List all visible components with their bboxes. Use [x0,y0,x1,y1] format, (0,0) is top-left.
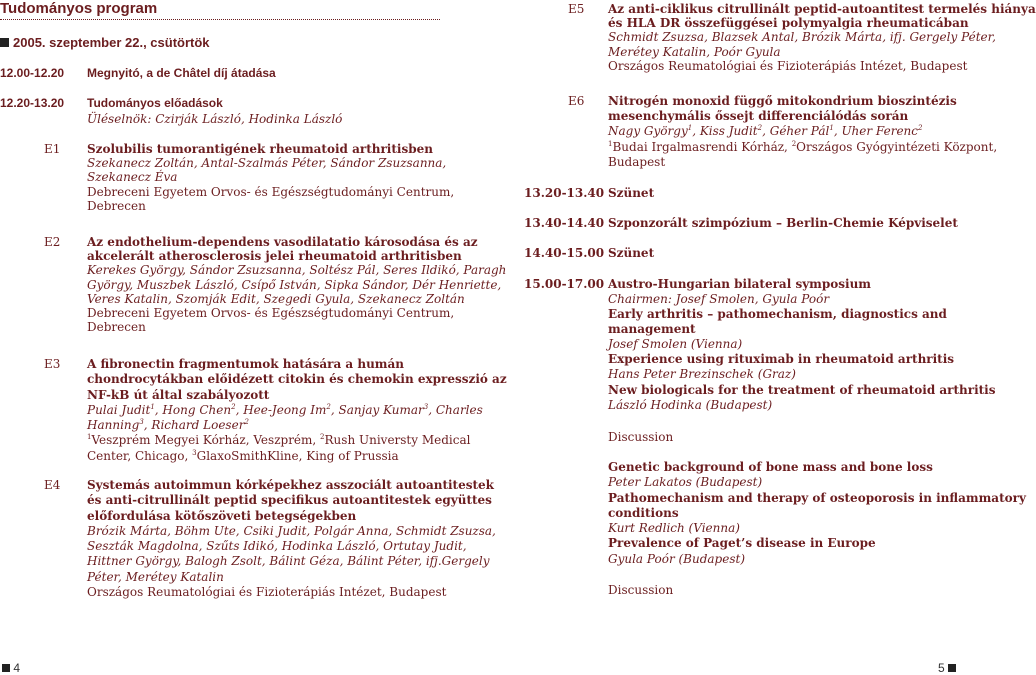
symposium-title-line: Prevalence of Paget’s disease in Europe [608,536,876,551]
talk-title-line: NF-kB út által szabályozott [87,387,270,402]
talk-title-line: Az endothelium-dependens vasodilatatio károsodása és az [87,235,478,249]
talk-authors-line: Péter, Merétey Katalin [87,569,224,584]
talk-authors-line: Pulai Judit$^1$, Hong Chen$^2$, Hee-Jeong Im$^2$, Sanjay Kumar$^3$, Charles [87,402,483,417]
talk-authors-line: Szekanecz Éva [87,170,178,185]
talk-code: E6 [568,94,585,108]
page-number-left: 4 [2,661,20,675]
symposium-chairmen: Chairmen: Josef Smolen, Gyula Poór [608,292,830,306]
talk-authors-line: Seszták Magdolna, Szűts Idikó, Hodinka László, Ortutay Judit, [87,539,467,554]
talk-code: E2 [44,235,61,249]
symposium-speaker: Peter Lakatos (Budapest) [608,475,763,490]
talk-affiliation-line: Országos Reumatológiai és Fizioterápiás Intézet, Budapest [608,58,968,73]
symposium-title-line: Early arthritis – pathomechanism, diagnostics and [608,307,947,322]
symposium-speaker: Hans Peter Brezinschek (Graz) [608,367,796,382]
talk-e2 [87,235,506,334]
talk-authors-line: Szekanecz Zoltán, Antal-Szalmás Péter, Sándor Zsuzsanna, [87,156,447,171]
symposium-speaker: László Hodinka (Budapest) [608,397,773,412]
talk-e4 [87,478,496,600]
talk-title-line: mesenchymális őssejt differenciálódás során [608,109,909,124]
talk-authors-line: Schmidt Zsuzsa, Blazsek Antal, Brózik Márta, ifj. Gergely Péter, [608,30,996,45]
program-date: 2005. szeptember 22., csütörtök [0,35,210,50]
talk-authors-line: Kerekes György, Sándor Zsuzsanna, Soltész Pál, Seres Ildikó, Paragh [87,263,507,278]
discussion-label: Discussion [608,430,674,444]
talk-affiliation-line: Debrecen [87,320,146,335]
page-number-right: 5 [938,661,956,675]
talk-title-line: és HLA DR összefüggései polymyalgia rheumaticában [608,16,969,31]
talk-affiliation-line: $^1$Budai Irgalmasrendi Kórház, $^2$Országos Gyógyintézeti Központ, [608,139,998,154]
talk-authors-line: Hanning$^3$, Richard Loeser$^2$ [87,418,249,433]
program-title: Tudományos program [0,0,158,17]
square-bullet-icon [948,664,956,672]
talk-e3 [87,357,507,464]
symposium-title-line: Experience using rituximab in rheumatoid arthritis [608,352,955,367]
symposium-title-line: Genetic background of bone mass and bone loss [608,460,933,474]
schedule-time: 15.00-17.00 [524,277,605,291]
lectures-label: Tudományos előadások [87,96,223,110]
schedule-time: 13.20-13.40 [524,186,605,200]
talk-affiliation-line: $^1$Veszprém Megyei Kórház, Veszprém, $^2$Rush Universty Medical [87,433,471,448]
opening-time: 12.00-12.20 [0,66,65,80]
talk-affiliation-line: Budapest [608,154,666,169]
symposium-block-2 [608,460,1026,567]
symposium-speaker: Josef Smolen (Vienna) [608,337,743,352]
schedule-label: Szünet [608,246,655,260]
talk-authors-line: Hittner György, Balogh Zsolt, Bálint Géza, Bálint Péter, ifj.Gergely [87,554,490,569]
talk-code: E5 [568,2,585,16]
talk-authors-line: Nagy György$^1$, Kiss Judit$^2$, Géher Pál$^1$, Uher Ferenc$^2$ [608,124,923,139]
schedule-label: Szünet [608,186,655,200]
talk-affiliation-line: Országos Reumatológiai és Fizioterápiás Intézet, Budapest [87,585,447,600]
symposium-speaker: Gyula Poór (Budapest) [608,551,745,566]
title-rule [0,19,440,20]
talk-code: E4 [44,478,61,492]
symposium-speaker: Kurt Redlich (Vienna) [608,521,740,536]
talk-code: E1 [44,142,61,156]
talk-title-line: akcelerált atherosclerosis jelei rheumatoid arthritisben [87,249,462,264]
lectures-chairs: Üléselnök: Czirják László, Hodinka László [87,112,343,126]
talk-affiliation-line: Debreceni Egyetem Orvos- és Egészségtudományi Centrum, [87,184,455,199]
talk-title-line: előfordulása kötőszöveti betegségekben [87,508,357,523]
symposium-title-line: New biologicals for the treatment of rheumatoid arthritis [608,382,996,397]
talk-code: E3 [44,357,61,371]
talk-title-line: Nitrogén monoxid függő mitokondrium bioszintézis [608,94,957,108]
lectures-time: 12.20-13.20 [0,96,65,110]
talk-authors-line: Merétey Katalin, Poór Gyula [608,44,781,59]
talk-title-line: Szolubilis tumorantigének rheumatoid arthritisben [87,142,433,156]
talk-authors-line: György, Muszbek László, Csípő István, Sipka Sándor, Dér Henriette, [87,277,502,292]
talk-title-line: Systemás autoimmun kórképekhez asszociált autoantitestek [87,478,494,492]
talk-authors-line: Brózik Márta, Böhm Ute, Csiki Judit, Polgár Anna, Schmidt Zsuzsa, [87,523,496,538]
talk-affiliation-line: Debreceni Egyetem Orvos- és Egészségtudományi Centrum, [87,306,455,321]
talk-e6 [608,94,997,170]
talk-e1 [87,142,454,213]
symposium-block [608,292,996,413]
talk-title-line: és anti-citrullinált peptid specifikus autoantitestek együttes [87,493,492,508]
symposium-title-line: management [608,322,696,337]
symposium-title-line: Pathomechanism and therapy of osteoporosis in inflammatory [608,490,1026,505]
schedule-label: Szponzorált szimpózium – Berlin-Chemie Képviselet [608,216,958,230]
square-bullet-icon [0,38,9,47]
talk-title-line: Az anti-ciklikus citrullinált peptid-autoantitest termelés hiánya [608,2,1036,16]
discussion-label: Discussion [608,583,674,597]
schedule-label: Austro-Hungarian bilateral symposium [608,277,872,291]
schedule-time: 14.40-15.00 [524,246,605,260]
talk-e5 [608,2,1036,73]
square-bullet-icon [2,664,10,672]
schedule-time: 13.40-14.40 [524,216,605,230]
opening-label: Megnyitó, a de Châtel díj átadása [87,66,276,80]
talk-affiliation-line: Debrecen [87,198,146,213]
symposium-title-line: conditions [608,505,679,520]
talk-affiliation-line: Center, Chicago, $^3$GlaxoSmithKline, King of Prussia [87,448,399,463]
talk-title-line: A fibronectin fragmentumok hatására a humán [87,357,404,371]
talk-title-line: chondrocytákban előidézett citokin és chemokin expresszió az [87,372,507,387]
talk-authors-line: Veres Katalin, Szomják Edit, Szegedi Gyula, Szekanecz Zoltán [87,291,465,306]
